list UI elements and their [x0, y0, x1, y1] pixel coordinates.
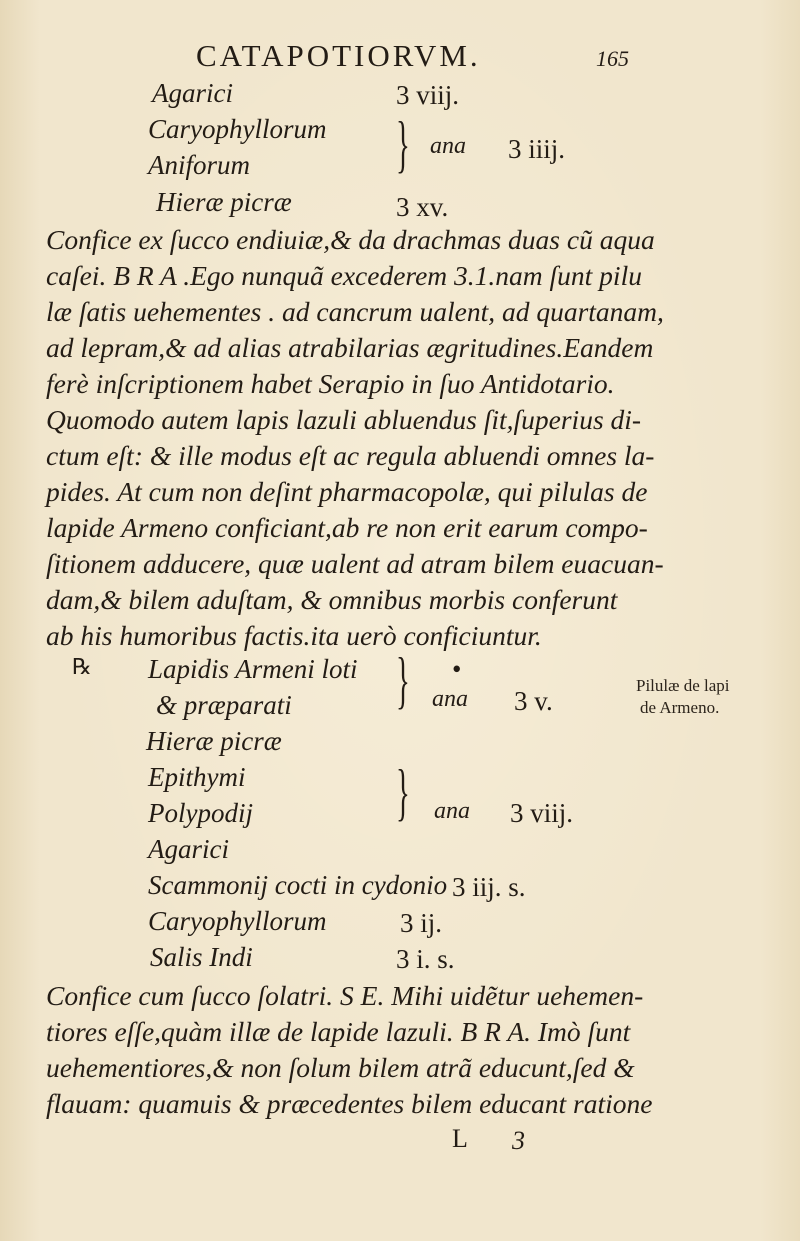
- ingredient-praeparati: & præparati: [156, 690, 292, 720]
- text-line: Quomodo autem lapis lazuli abluendus ſit,ſuperius di-: [46, 404, 642, 435]
- ingredient-caryophyllorum: Caryophyllorum: [148, 114, 327, 144]
- ingredient-scammonij-qty: 3 iij. s.: [452, 872, 526, 902]
- bullet-dot: •: [452, 654, 462, 684]
- ingredient-salis-qty: 3 i. s.: [396, 944, 455, 974]
- ingredient-salis-indi: Salis Indi: [150, 942, 253, 972]
- ingredient-caryophyllorum-qty: 3 ij.: [400, 908, 443, 938]
- text-line: ad lepram,& ad alias atrabilarias ægritudines.Eandem: [46, 332, 654, 363]
- brace-qty: 3 v.: [514, 686, 553, 716]
- ingredient-caryophyllorum-2: Caryophyllorum: [148, 906, 327, 936]
- ingredient-hierae-picrae: Hieræ picræ: [156, 187, 292, 217]
- recipe-sign-icon: ℞: [72, 654, 92, 679]
- text-line: tiores eſſe,quàm illæ de lapide lazuli. B R A. Imò ſunt: [46, 1016, 631, 1047]
- text-line: ſitionem adducere, quæ ualent ad atram bilem euacuan-: [46, 548, 664, 579]
- ingredient-scammonij: Scammonij cocti in cydonio: [148, 870, 448, 900]
- ingredient-hierae-qty: 3 xv.: [396, 192, 449, 222]
- brace-label: ana: [434, 798, 470, 824]
- brace-qty: 3 iiij.: [508, 134, 566, 164]
- text-line: ab his humoribus factis.ita uerò conficiuntur.: [46, 620, 542, 651]
- text-line: pides. At cum non deſint pharmacopolæ, qui pilulas de: [46, 476, 648, 507]
- running-header: CATAPOTIORVM.: [196, 38, 481, 73]
- text-line: Confice cum ſucco ſolatri. S E. Mihi uidẽtur uehemen-: [46, 980, 644, 1011]
- ingredient-lapis-armeni: Lapidis Armeni loti: [148, 654, 358, 684]
- ingredient-epithymi: Epithymi: [148, 762, 246, 792]
- text-line: Confice ex ſucco endiuiæ,& da drachmas duas cũ aqua: [46, 224, 655, 255]
- margin-note-line: Pilulæ de lapi: [636, 676, 730, 695]
- text-line: caſei. B R A .Ego nunquã excederem 3.1.nam ſunt pilu: [46, 260, 642, 291]
- ingredient-hierae-picrae-2: Hieræ picræ: [146, 726, 282, 756]
- signature-mark: L: [452, 1124, 468, 1153]
- ingredient-agarici: Agarici: [152, 78, 233, 108]
- text-line: flauam: quamuis & præcedentes bilem educant ratione: [46, 1088, 653, 1119]
- text-line: ctum eſt: & ille modus eſt ac regula abluendi omnes la-: [46, 440, 655, 471]
- text-line: dam,& bilem aduſtam, & omnibus morbis conferunt: [46, 584, 618, 615]
- ingredient-aniforum: Aniforum: [148, 150, 251, 180]
- brace-label: ana: [430, 133, 466, 159]
- brace-icon: }: [396, 644, 410, 715]
- ingredient-agarici-qty: 3 viij.: [396, 80, 460, 110]
- ingredient-agarici-2: Agarici: [148, 834, 229, 864]
- brace-label: ana: [432, 686, 468, 712]
- text-line: læ ſatis uehementes . ad cancrum ualent, ad quartanam,: [46, 296, 664, 327]
- text-line: ferè inſcriptionem habet Serapio in ſuo Antidotario.: [46, 368, 615, 399]
- signature-number: 3: [512, 1126, 525, 1155]
- brace-icon: }: [396, 108, 410, 179]
- page-number: 165: [596, 46, 629, 71]
- text-line: lapide Armeno conficiant,ab re non erit earum compo-: [46, 512, 648, 543]
- text-line: uehementiores,& non ſolum bilem atrã educunt,ſed &: [46, 1052, 635, 1083]
- margin-note-line: de Armeno.: [640, 698, 720, 717]
- brace-qty: 3 viij.: [510, 798, 574, 828]
- brace-icon: }: [396, 756, 410, 827]
- ingredient-polypodij: Polypodij: [148, 798, 253, 828]
